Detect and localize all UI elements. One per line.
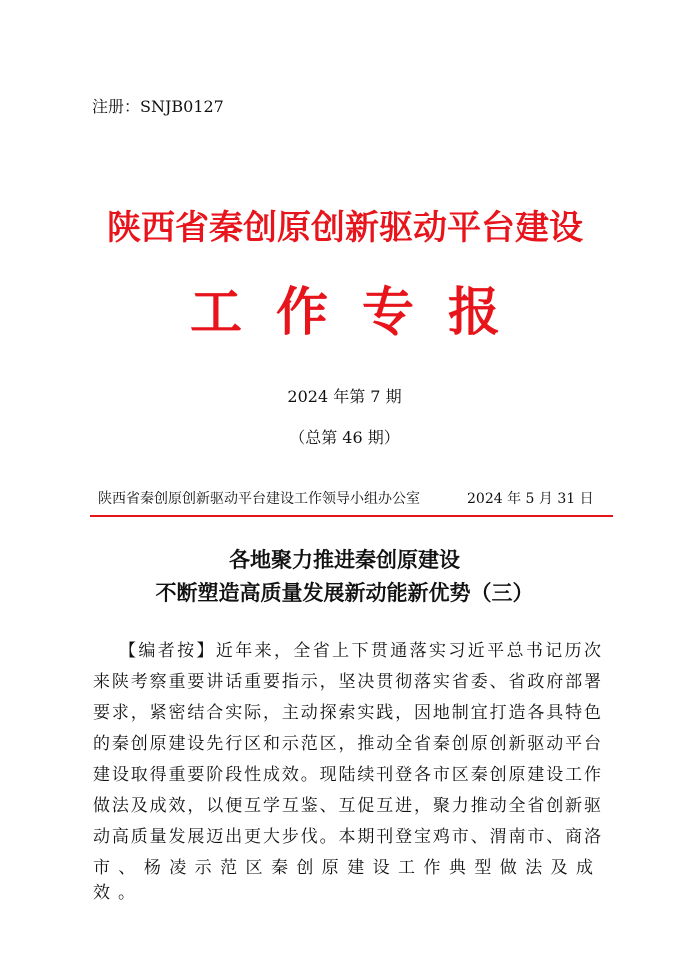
headline-line-2: 不断塑造高质量发展新动能新优势（三） [155, 581, 534, 605]
registration-number: 注册：SNJB0127 [92, 97, 224, 116]
issue-number: 2024 年第 7 期 [287, 387, 402, 406]
issue-date: 2024 年 5 月 31 日 [467, 491, 594, 507]
editor-note-line: 市、杨凌示范区秦创原建设工作典型做法及成效。 [93, 858, 601, 903]
editor-note-line: 做法及成效，以便互学互鉴、互促互进，聚力推动全省创新驱 [93, 796, 601, 816]
masthead-title: 陕西省秦创原创新驱动平台建设 [107, 208, 583, 248]
editor-note-line: 建设取得重要阶段性成效。现陆续刊登各市区秦创原建设工作 [93, 765, 601, 785]
editor-note-line: 来陕考察重要讲话重要指示，坚决贯彻落实省委、省政府部署 [93, 672, 601, 692]
red-divider [90, 515, 613, 517]
editor-note-line: 的秦创原建设先行区和示范区，推动全省秦创原创新驱动平台 [93, 734, 601, 754]
editor-note-line: 动高质量发展迈出更大步伐。本期刊登宝鸡市、渭南市、商洛 [93, 827, 601, 847]
masthead-subtitle: 工作专报 [190, 283, 500, 343]
issuer: 陕西省秦创原创新驱动平台建设工作领导小组办公室 [98, 491, 420, 507]
editor-note-line: 【编者按】近年来，全省上下贯通落实习近平总书记历次 [119, 641, 601, 661]
total-issue-number: （总第 46 期） [289, 428, 400, 447]
headline-line-1: 各地聚力推进秦创原建设 [229, 548, 460, 572]
editor-note-line: 要求，紧密结合实际，主动探索实践，因地制宜打造各具特色 [93, 703, 601, 723]
